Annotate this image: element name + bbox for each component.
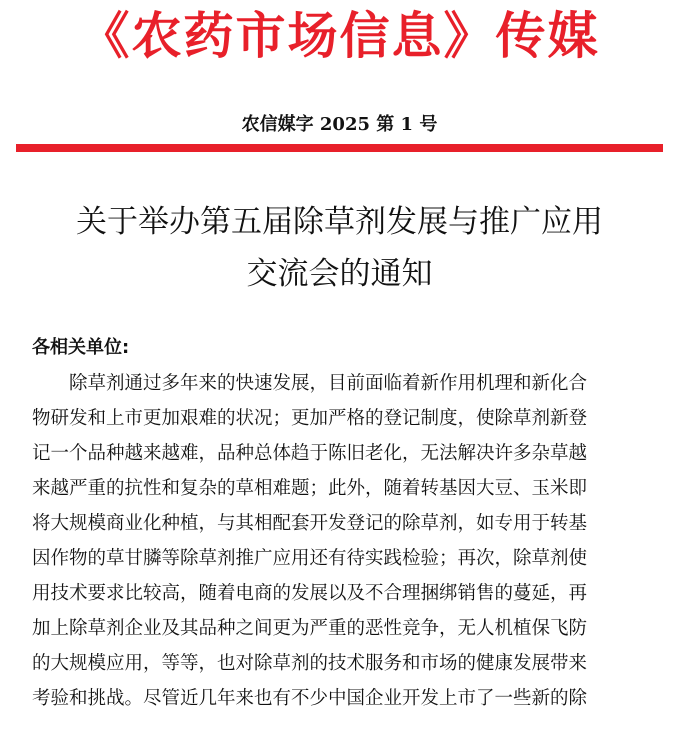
body-line: 物研发和上市更加艰难的状况；更加严格的登记制度，使除草剂新登 [32, 408, 588, 429]
notice-title-line-2: 交流会的通知 [246, 256, 433, 292]
body-line: 用技术要求比较高，随着电商的发展以及不合理捆绑销售的蔓延，再 [32, 583, 588, 604]
body-paragraph [32, 366, 652, 716]
notice-title-line-1: 关于举办第五届除草剂发展与推广应用 [76, 204, 603, 240]
body-line: 因作物的草甘膦等除草剂推广应用还有待实践检验；再次，除草剂使 [32, 548, 588, 569]
document-number: 农信媒字 2025 第 1 号 [241, 114, 438, 135]
masthead-title: 《农药市场信息》传媒 [79, 6, 600, 65]
header-divider [16, 144, 663, 152]
body-line: 考验和挑战。尽管近几年来也有不少中国企业开发上市了一些新的除 [32, 688, 588, 709]
body-line: 将大规模商业化种植，与其相配套开发登记的除草剂，如专用于转基 [32, 513, 588, 534]
notice-title [0, 196, 679, 300]
body-line: 的大规模应用，等等，也对除草剂的技术服务和市场的健康发展带来 [32, 653, 588, 674]
body-line: 加上除草剂企业及其品种之间更为严重的恶性竞争，无人机植保飞防 [32, 618, 588, 639]
body-line: 除草剂通过多年来的快速发展，目前面临着新作用机理和新化合 [69, 373, 588, 394]
body-line: 记一个品种越来越难，品种总体趋于陈旧老化，无法解决许多杂草越 [32, 443, 588, 464]
salutation: 各相关单位: [32, 337, 130, 358]
body-line: 来越严重的抗性和复杂的草相难题；此外，随着转基因大豆、玉米即 [32, 478, 588, 499]
